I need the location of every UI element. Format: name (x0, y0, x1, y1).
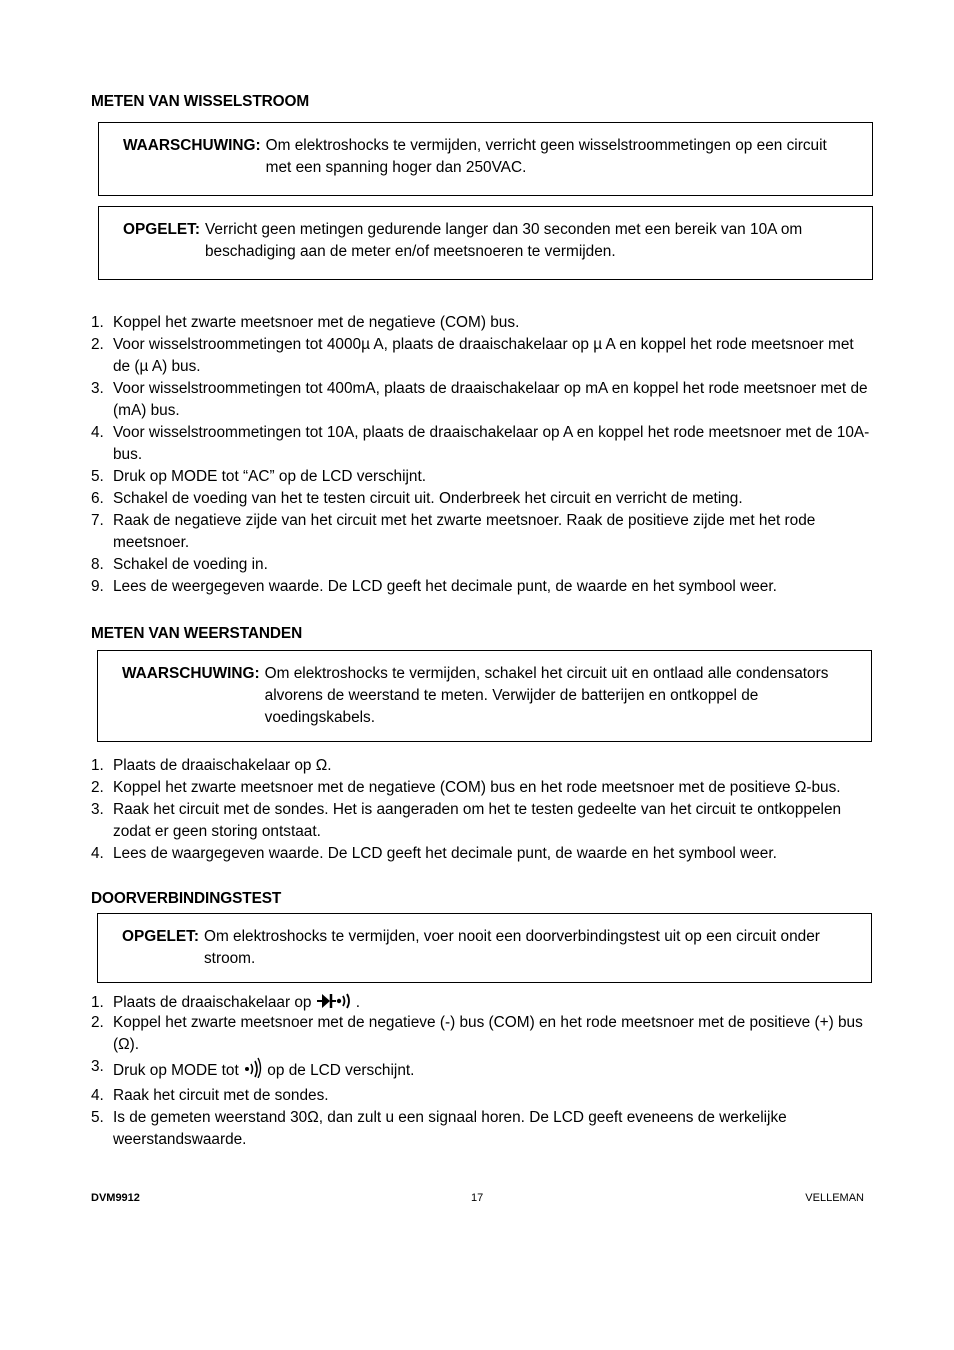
steps-list-ac-current (91, 312, 871, 598)
section-heading-continuity: DOORVERBINDINGSTEST (91, 890, 282, 907)
warning-box-resistance (97, 650, 872, 742)
caution-label: OPGELET: (123, 221, 200, 238)
caution-text: Om elektroshocks te vermijden, voer nooit een doorverbindingstest uit op een circuit onder stroom. (203, 928, 820, 967)
caution-box-continuity (97, 913, 872, 983)
list-item: 1. Plaats de draaischakelaar op Ω. (91, 757, 332, 774)
list-item: 3. Raak het circuit met de sondes. Het is aangeraden om het te testen gedeelte van het circuit te ontkoppelen zodat er geen storing ontstaat. (91, 801, 842, 840)
list-item: 1. Plaats de draaischakelaar op . (91, 992, 871, 1012)
list-item: 4. Raak het circuit met de sondes. (91, 1087, 329, 1104)
list-item: 2. Voor wisselstroommetingen tot 4000µ A, plaats de draaischakelaar op µ A en koppel het rode meetsnoer met de (µ A) bus. (91, 336, 854, 375)
list-item: 2. Koppel het zwarte meetsnoer met de negatieve (COM) bus en het rode meetsnoer met de positieve Ω-bus. (91, 779, 841, 796)
warning-label: WAARSCHUWING: (123, 137, 261, 154)
list-item: 5. Druk op MODE tot “AC” op de LCD verschijnt. (91, 468, 427, 485)
continuity-sound-icon (243, 1056, 263, 1085)
warning-text: Om elektroshocks te vermijden, schakel het circuit uit en ontlaad alle condensators alvorens de weerstand te meten. Verwijder de batterijen en ontkoppel de voedingskabels. (264, 665, 829, 726)
list-item: 4. Voor wisselstroommetingen tot 10A, plaats de draaischakelaar op A en koppel het rode meetsnoer met de 10A-bus. (91, 424, 870, 463)
steps-list-resistance (91, 755, 871, 865)
section-heading-ac-current: METEN VAN WISSELSTROOM (91, 93, 310, 110)
section-heading-resistance: METEN VAN WEERSTANDEN (91, 625, 303, 642)
list-item: 2. Koppel het zwarte meetsnoer met de negatieve (-) bus (COM) en het rode meetsnoer met de positieve (+) bus (Ω). (91, 1014, 863, 1053)
warning-box-ac-current (98, 122, 873, 196)
list-item: 8. Schakel de voeding in. (91, 556, 268, 573)
caution-label: OPGELET: (122, 928, 199, 945)
caution-box-ac-current (98, 206, 873, 280)
list-item: 3. Druk op MODE tot op de LCD verschijnt. (91, 1056, 871, 1085)
footer-model: DVM9912 (91, 1192, 140, 1204)
list-item: 7. Raak de negatieve zijde van het circuit met het zwarte meetsnoer. Raak de positieve zijde met het rode meetsnoer. (91, 512, 816, 551)
footer-brand: VELLEMAN (805, 1192, 864, 1204)
list-item: 6. Schakel de voeding van het te testen circuit uit. Onderbreek het circuit en verricht de meting. (91, 490, 743, 507)
steps-list-continuity (91, 992, 871, 1151)
list-item: 5. Is de gemeten weerstand 30Ω, dan zult u een signaal horen. De LCD geeft eveneens de werkelijke weerstandswaarde. (91, 1109, 787, 1148)
warning-label: WAARSCHUWING: (122, 665, 260, 682)
list-item: 9. Lees de weergegeven waarde. De LCD geeft het decimale punt, de waarde en het symbool weer. (91, 578, 777, 595)
list-item: 4. Lees de waargegeven waarde. De LCD geeft het decimale punt, de waarde en het symbool weer. (91, 845, 777, 862)
list-item: 1. Koppel het zwarte meetsnoer met de negatieve (COM) bus. (91, 314, 520, 331)
caution-text: Verricht geen metingen gedurende langer dan 30 seconden met een bereik van 10A om beschadiging aan de meter en/of meetsnoeren te vermijden. (204, 221, 803, 260)
footer-page-number: 17 (471, 1192, 484, 1204)
warning-text: Om elektroshocks te vermijden, verricht geen wisselstroommetingen op een circuit met een spanning hoger dan 250VAC. (265, 137, 827, 176)
list-item: 3. Voor wisselstroommetingen tot 400mA, plaats de draaischakelaar op mA en koppel het rode meetsnoer met de (mA) bus. (91, 380, 868, 419)
